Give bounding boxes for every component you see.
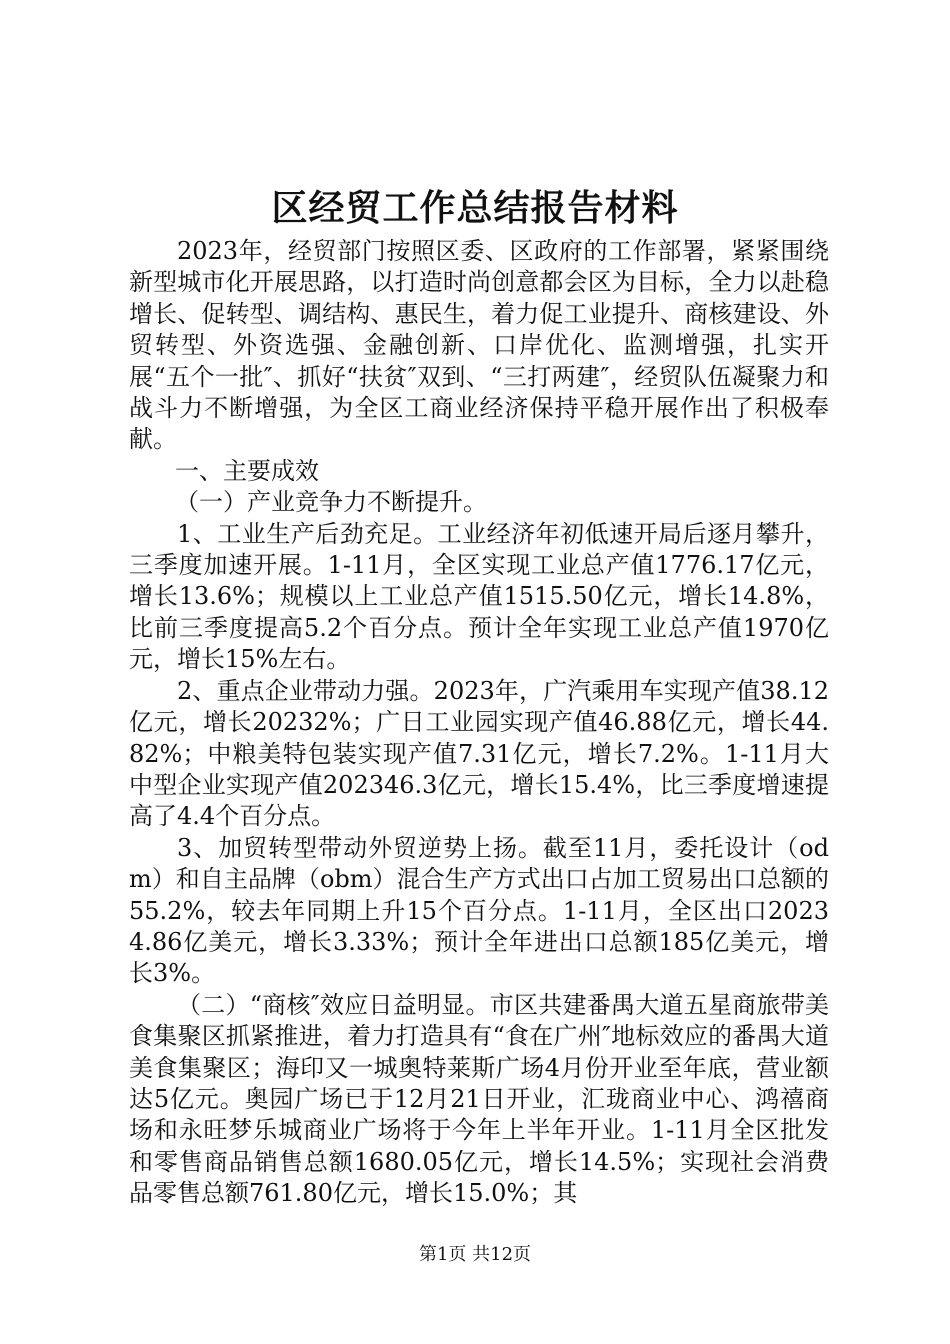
document-body (129, 236, 829, 1210)
paragraph-industrial-production: 1、工业生产后劲充足。工业经济年初低速开局后逐月攀升，三季度加速开展。1-11月，全区实现工业总产值1776.17亿元，增长13.6%；规模以上工业总产值1515.50亿元，增长14.8%，比前三季度提高5.2个百分点。预计全年实现工业总产值1970亿元，增长15%左右。 (129, 519, 829, 674)
intro-paragraph: 2023年，经贸部门按照区委、区政府的工作部署，紧紧围绕新型城市化开展思路，以打造时尚创意都会区为目标，全力以赴稳增长、促转型、调结构、惠民生，着力促工业提升、商核建设、外贸转型、外资选强、金融创新、口岸优化、监测增强，扎实开展“五个一批″、抓好“扶贫″双到、“三打两建″，经贸队伍凝聚力和战斗力不断增强，为全区工商业经济保持平稳开展作出了积极奉献。 (129, 237, 829, 454)
page-footer: 第1页 共12页 (418, 1244, 532, 1265)
paragraph-key-enterprises: 2、重点企业带动力强。2023年，广汽乘用车实现产值38.12亿元，增长20232%；广日工业园实现产值46.88亿元，增长44.82%；中粮美特包装实现产值7.31亿元，增长7.2%。1-11月大中型企业实现产值202346.3亿元，增长15.4%，比三季度增速提高了4.4个百分点。 (129, 676, 829, 831)
section-heading-main-results: 一、主要成效 (175, 456, 319, 485)
document-title: 区经贸工作总结报告材料 (271, 187, 679, 229)
subsection-heading-competitiveness: （一）产业竞争力不断提升。 (175, 488, 487, 517)
paragraph-foreign-trade: 3、加贸转型带动外贸逆势上扬。截至11月，委托设计（odm）和自主品牌（obm）混合生产方式出口占加工贸易出口总额的55.2%，较去年同期上升15个百分点。1-11月，全区出口20234.86亿美元，增长3.33%；预计全年进出口总额185亿美元，增长3%。 (129, 833, 829, 988)
paragraph-commerce-core: （二）“商核″效应日益明显。市区共建番禺大道五星商旅带美食集聚区抓紧推进，着力打造具有“食在广州″地标效应的番禺大道美食集聚区；海印又一城奥特莱斯广场4月份开业至年底，营业额达5亿元。奥园广场已于12月21日开业，汇珑商业中心、鸿禧商场和永旺梦乐城商业广场将于今年上半年开业。1-11月全区批发和零售商品销售总额1680.05亿元，增长14.5%；实现社会消费品零售总额761.80亿元，增长15.0%；其 (129, 990, 829, 1208)
